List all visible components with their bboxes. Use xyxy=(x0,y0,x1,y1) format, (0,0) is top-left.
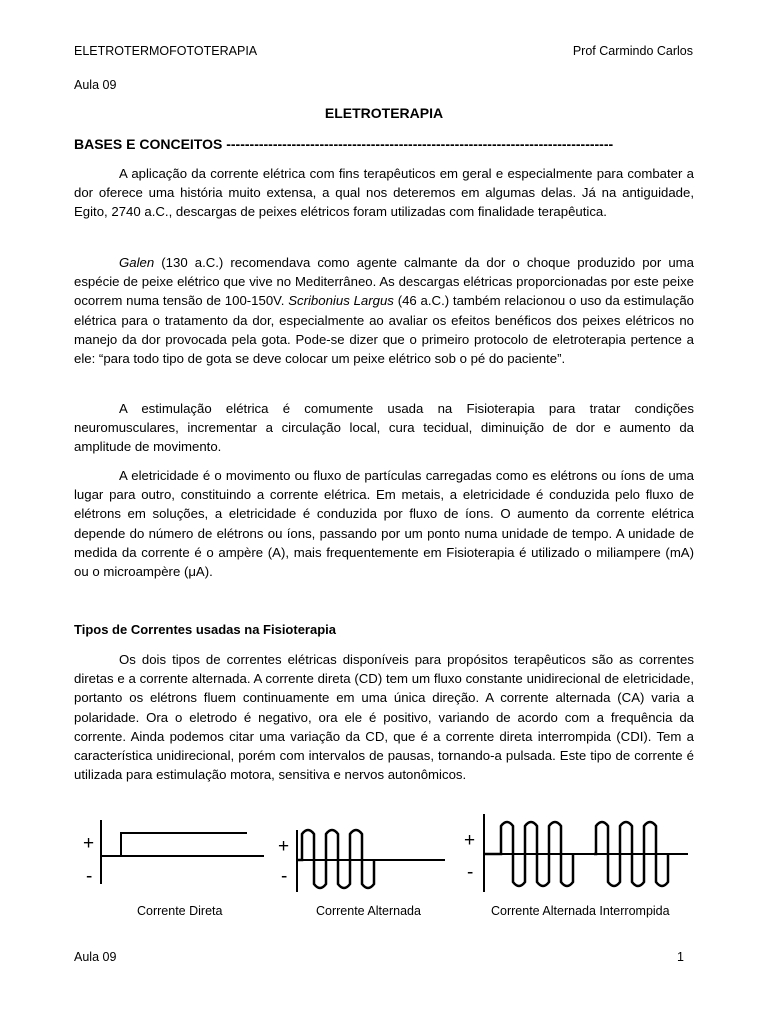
paragraph-electricity: A eletricidade é o movimento ou fluxo de partículas carregadas como es elétrons ou íons de uma lugar para outro, constituindo a corrente elétrica. Em metais, a eletricidade é conduzida pelo fluxo de elétrons em soluções, a eletricidade é conduzida por fluxo de íons. O aumento da corrente elétrica depende do número de elétrons ou íons, passando por um ponto numa unidade de tempo. A unidade de medida da corrente é o ampère (A), mais frequentemente em Fisioterapia é utilizado o miliampere (mA) ou o microampère (μA). xyxy=(74,468,694,580)
footer-lesson: Aula 09 xyxy=(74,950,117,964)
page-title: ELETROTERAPIA xyxy=(324,105,444,121)
iac-minus-sign: - xyxy=(467,862,474,883)
caption-interrupted-current: Corrente Alternada Interrompida xyxy=(491,904,670,918)
paragraph-galen xyxy=(74,253,694,368)
name-galen: Galen xyxy=(119,255,155,270)
alternating-current-diagram xyxy=(278,830,445,892)
caption-direct-current: Corrente Direta xyxy=(137,904,223,918)
direct-current-diagram xyxy=(83,820,264,887)
dc-minus-sign: - xyxy=(86,866,93,887)
paragraph-history: A aplicação da corrente elétrica com fins terapêuticos em geral e especialmente para combater a dor oferece uma história muito extensa, a qual nos deteremos em algumas delas. Já na antiguidade, Egito, 2740 a.C., descargas de peixes elétricos foram utilizadas com finalidade terapêutica. xyxy=(74,166,694,220)
lesson-label: Aula 09 xyxy=(74,78,117,92)
paragraph-galen-text-a: (130 a.C.) recomendava como agente calmante da dor o choque produzido por uma espécie de peixe elétrico que vive no Mediterrâneo. As descargas elétricas proporcionadas por este peixe ocorrem numa tensão de 100-150V. xyxy=(74,255,694,309)
header-course: ELETROTERMOFOTOTERAPIA xyxy=(74,44,258,58)
dc-waveform xyxy=(121,833,247,856)
caption-alternating-current: Corrente Alternada xyxy=(316,904,421,918)
section-heading: BASES E CONCEITOS ----------------------------------------------------------------------------------- xyxy=(74,136,614,152)
ac-plus-sign: + xyxy=(278,836,290,857)
ac-minus-sign: - xyxy=(281,866,288,887)
name-scribonius: Scribonius Largus xyxy=(288,293,394,309)
iac-plus-sign: + xyxy=(464,830,476,851)
subtitle-current-types: Tipos de Correntes usadas na Fisioterapia xyxy=(74,622,337,637)
paragraph-galen-text-b: (46 a.C.) também relacionou o uso da estimulação elétrica para o tratamento da dor, especialmente ao avaliar os efeitos benéficos dos peixes elétricos no manejo da dor provocada pela gota. Pode-se dizer que o primeiro protocolo de eletroterapia pertence a ele: “para todo tipo de gota se deve colocar um peixe elétrico sob o pé do paciente”. xyxy=(74,293,694,367)
page-number: 1 xyxy=(677,950,684,964)
header-teacher: Prof Carmindo Carlos xyxy=(572,44,693,58)
interrupted-current-diagram xyxy=(464,814,688,892)
dc-plus-sign: + xyxy=(83,833,95,854)
paragraph-current-types: Os dois tipos de correntes elétricas disponíveis para propósitos terapêuticos são as correntes diretas e a corrente alternada. A corrente direta (CD) tem um fluxo constante unidirecional de eletricidade, portanto os elétrons fluem continuamente em uma única direção. A corrente alternada (CA) varia a polaridade. Ora o eletrodo é negativo, ora ele é positivo, variando de acordo com a frequência da corrente. Ainda podemos citar uma variação da CD, que é a corrente direta interrompida (CDI). Tem a característica unidirecional, porém com intervalos de pausas, tornando-a pulsada. Este tipo de corrente é utilizada para estimulação motora, sensitiva e nervos autonômicos. xyxy=(74,652,694,783)
paragraph-stimulation: A estimulação elétrica é comumente usada na Fisioterapia para tratar condições neuromusculares, incrementar a circulação local, cura tecidual, diminuição de dor e aumento da amplitude de movimento. xyxy=(74,401,694,455)
